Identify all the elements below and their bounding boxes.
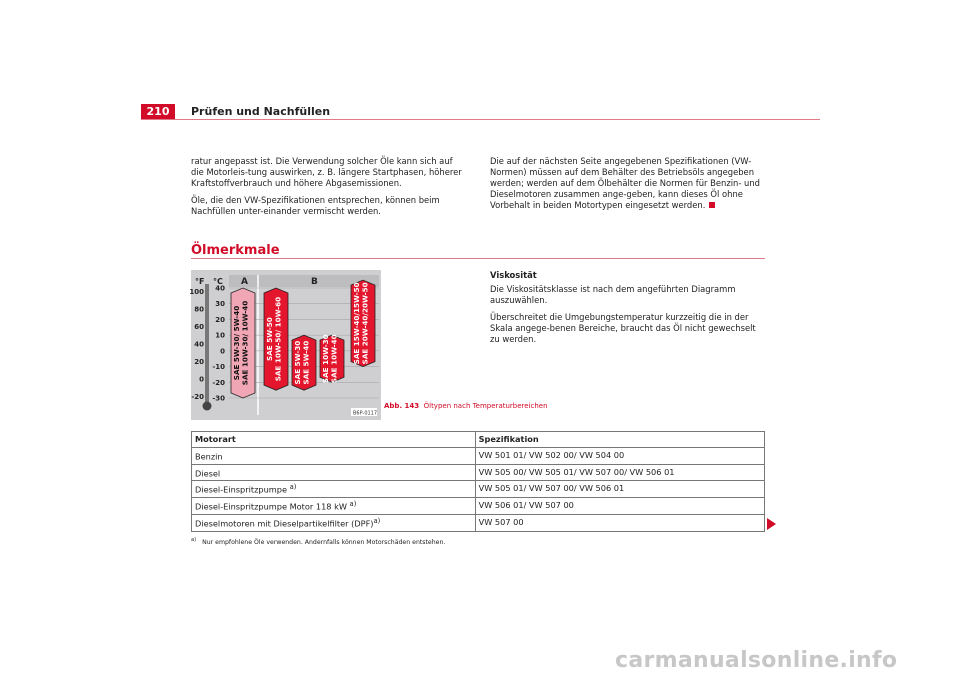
spec-cell: VW 506 01/ VW 507 00 [475, 498, 764, 515]
spec-cell: VW 507 00 [475, 514, 764, 531]
fahrenheit-tick-label: 20 [194, 357, 204, 366]
celsius-tick-label: 40 [215, 284, 225, 293]
table-row [192, 464, 765, 481]
fahrenheit-tick-label: 100 [189, 287, 204, 296]
column-header-engine: Motorart [192, 432, 476, 448]
column-b-label: B [311, 277, 318, 287]
intro-left-column [191, 156, 466, 223]
intro-right-paragraph: Die auf der nächsten Seite angegebenen Spezifikationen (VW-Normen) müssen auf dem Behälter des Betriebsöls angegeben werden; werden auf dem Ölbehälter die Normen für Benzin- und Dieselmotoren zusammen ange-geben, kann dieses Öl ohne Vorbehalt in beiden Motortypen eingesetzt werden. [490, 156, 760, 210]
fahrenheit-unit-label: °F [195, 277, 205, 286]
intro-left-paragraph: ratur angepasst ist. Die Verwendung solcher Öle kann sich auf die Motorleis-tung auswirken, z. B. längere Startphasen, höherer Kraftstoffverbrauch und höhere Abgasemissionen. [191, 156, 462, 188]
fahrenheit-tick-label: 80 [194, 305, 204, 314]
spec-cell: VW 505 01/ VW 507 00/ VW 506 01 [475, 481, 764, 498]
celsius-tick-label: 0 [220, 347, 225, 356]
viscosity-paragraph: Überschreitet die Umgebungstemperatur kurzzeitig die in der Skala angege-benen Bereiche, braucht das Öl nicht gewechselt zu werden. [490, 312, 756, 344]
figure-caption [384, 402, 548, 411]
engine-cell: Diesel-Einspritzpumpe Motor 118 kW $^{a)}$ [192, 498, 476, 515]
watermark: carmanualsonline.info [615, 648, 898, 673]
engine-cell: Diesel [192, 464, 476, 481]
oil-grade-label: SAE 10W-50/ 10W-60 [273, 296, 283, 382]
table-header-row [192, 432, 765, 448]
end-of-text-icon [709, 202, 715, 208]
oil-grade-label: SAE 10W-30/ 10W-40 [240, 300, 250, 386]
table-row [192, 448, 765, 465]
specification-table [191, 431, 765, 532]
intro-right-column [490, 156, 766, 217]
section-title: Ölmerkmale [191, 243, 280, 258]
oil-viscosity-chart [191, 270, 381, 420]
fahrenheit-tick-label: -20 [191, 392, 204, 401]
footnote-text: Nur empfohlene Öle verwenden. Andernfalls können Motorschäden entstehen. [202, 539, 446, 547]
celsius-tick-label: 20 [215, 315, 225, 324]
footnote [191, 537, 445, 546]
section-rule [191, 258, 765, 259]
header-rule [141, 119, 820, 120]
oil-grade-label: SAE 10W-40 [329, 334, 339, 384]
oil-grade-label: SAE 15W-40/15W-50 [352, 282, 361, 365]
oil-grade-label: SAE 10W-30 [321, 334, 330, 384]
celsius-tick-label: -20 [212, 378, 225, 387]
fahrenheit-tick-label: 0 [199, 375, 204, 384]
oil-grade-label: SAE 5W-50 [265, 317, 274, 361]
footnote-mark: a) [191, 537, 197, 543]
celsius-tick-label: -10 [212, 363, 225, 372]
viscosity-section [490, 270, 766, 351]
thermometer-bulb [203, 402, 212, 411]
fahrenheit-tick-label: 60 [194, 322, 204, 331]
oil-grade-label: SAE 5W-40 [301, 340, 311, 385]
fahrenheit-tick-label: 40 [194, 340, 204, 349]
next-page-arrow-icon[interactable] [767, 518, 776, 530]
celsius-tick-label: -30 [212, 394, 225, 403]
spec-cell: VW 501 01/ VW 502 00/ VW 504 00 [475, 448, 764, 465]
table-row [192, 514, 765, 531]
viscosity-heading: Viskosität [490, 270, 537, 280]
oil-grade-label: SAE 20W-40/20W-50 [360, 282, 370, 365]
figure-caption-number: Abb. 143 [384, 402, 420, 410]
table-row [192, 498, 765, 515]
celsius-tick-label: 10 [215, 331, 225, 340]
oil-grade-label: SAE 5W-30/ 5W-40 [232, 305, 241, 381]
thermometer-tube [205, 284, 209, 402]
column-a-label: A [241, 277, 248, 287]
page-title: Prüfen und Nachfüllen [191, 105, 331, 118]
engine-cell: Benzin [192, 448, 476, 465]
intro-left-paragraph: Öle, die den VW-Spezifikationen entsprechen, können beim Nachfüllen unter-einander vermischt werden. [191, 195, 440, 216]
page-number: 210 [141, 104, 175, 120]
celsius-tick-label: 30 [215, 300, 225, 309]
column-header-spec: Spezifikation [475, 432, 764, 448]
engine-cell: Dieselmotoren mit Dieselpartikelfilter (DPF)$^{a)}$ [192, 514, 476, 531]
celsius-unit-label: °C [213, 277, 223, 286]
oil-grade-label: SAE 5W-30 [293, 340, 302, 385]
viscosity-paragraph: Die Viskositätsklasse ist nach dem angeführten Diagramm auszuwählen. [490, 284, 736, 305]
figure-code: B6P-0117 [353, 410, 378, 417]
spec-cell: VW 505 00/ VW 505 01/ VW 507 00/ VW 506 01 [475, 464, 764, 481]
table-row [192, 481, 765, 498]
figure-caption-text: Öltypen nach Temperaturbereichen [423, 402, 548, 410]
engine-cell: Diesel-Einspritzpumpe $^{a)}$ [192, 481, 476, 498]
